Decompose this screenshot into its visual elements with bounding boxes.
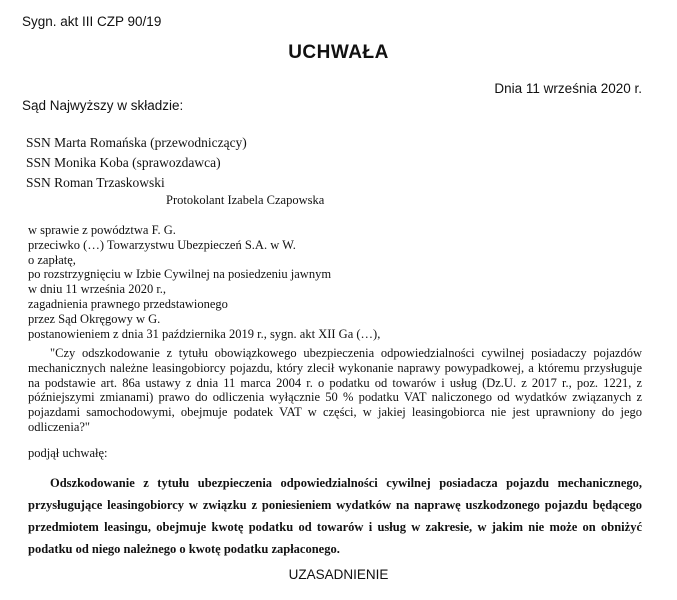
case-detail-line: w dniu 11 września 2020 r., [28, 282, 167, 297]
document-title: UCHWAŁA [288, 42, 389, 63]
court-member: SSN Marta Romańska (przewodniczący) [26, 135, 247, 150]
case-detail-line: przeciwko (…) Towarzystwu Ubezpieczeń S.A. w W. [28, 237, 296, 252]
court-composition-heading: Sąd Najwyższy w składzie: [22, 98, 184, 113]
case-detail-line: przez Sąd Okręgowy w G. [28, 311, 161, 326]
case-detail-line: w sprawie z powództwa F. G. [28, 223, 176, 237]
legal-question: "Czy odszkodowanie z tytułu obowiązkowego ubezpieczenia odpowiedzialności cywilnej posiadaczy pojazdów mechanicznych należne leasingobiorcy pojazdu, który zlecił wykonanie naprawy powypadkowej, a któremu przysługuje na podstawie art. 86a ustawy z dnia 11 marca 2004 r. o podatku od towarów i usług (Dz.U. z 2017 r., poz. 1221, z późniejszymi zmianami) prawo do odliczenia wyłącznie 50 % podatku VAT naliczonego od wydatków związanych z pojazdami samochodowymi, obejmuje podatek VAT w części, w jakiej leasingobiorca nie jest uprawniony do jego odliczenia?" [28, 346, 642, 434]
case-detail-line: zagadnienia prawnego przedstawionego [28, 296, 228, 311]
court-member: SSN Roman Trzaskowski [26, 175, 165, 190]
case-detail-line: o zapłatę, [28, 252, 76, 267]
court-clerk: Protokolant Izabela Czapowska [166, 193, 325, 207]
justification-heading: UZASADNIENIE [288, 567, 389, 582]
resolution-date: Dnia 11 września 2020 r. [494, 81, 642, 96]
court-members-list [26, 133, 247, 193]
case-detail-line: po rozstrzygnięciu w Izbie Cywilnej na posiedzeniu jawnym [28, 267, 332, 282]
case-signature: Sygn. akt III CZP 90/19 [22, 14, 162, 29]
resolved-label: podjął uchwałę: [28, 446, 108, 460]
case-details [28, 223, 380, 341]
case-detail-line: postanowieniem z dnia 31 października 2019 r., sygn. akt XII Ga (…), [28, 326, 381, 341]
resolution-text: Odszkodowanie z tytułu ubezpieczenia odpowiedzialności cywilnej posiadacza pojazdu mechanicznego, przysługujące leasingobiorcy w związku z poniesieniem wydatków na naprawę uszkodzonego pojazdu będącego przedmiotem leasingu, obejmuje kwotę podatku od towarów i usług w zakresie, w jakim nie może on obniżyć podatku od niego należnego o kwotę podatku zapłaconego. [28, 476, 642, 556]
court-member: SSN Monika Koba (sprawozdawca) [26, 155, 221, 170]
